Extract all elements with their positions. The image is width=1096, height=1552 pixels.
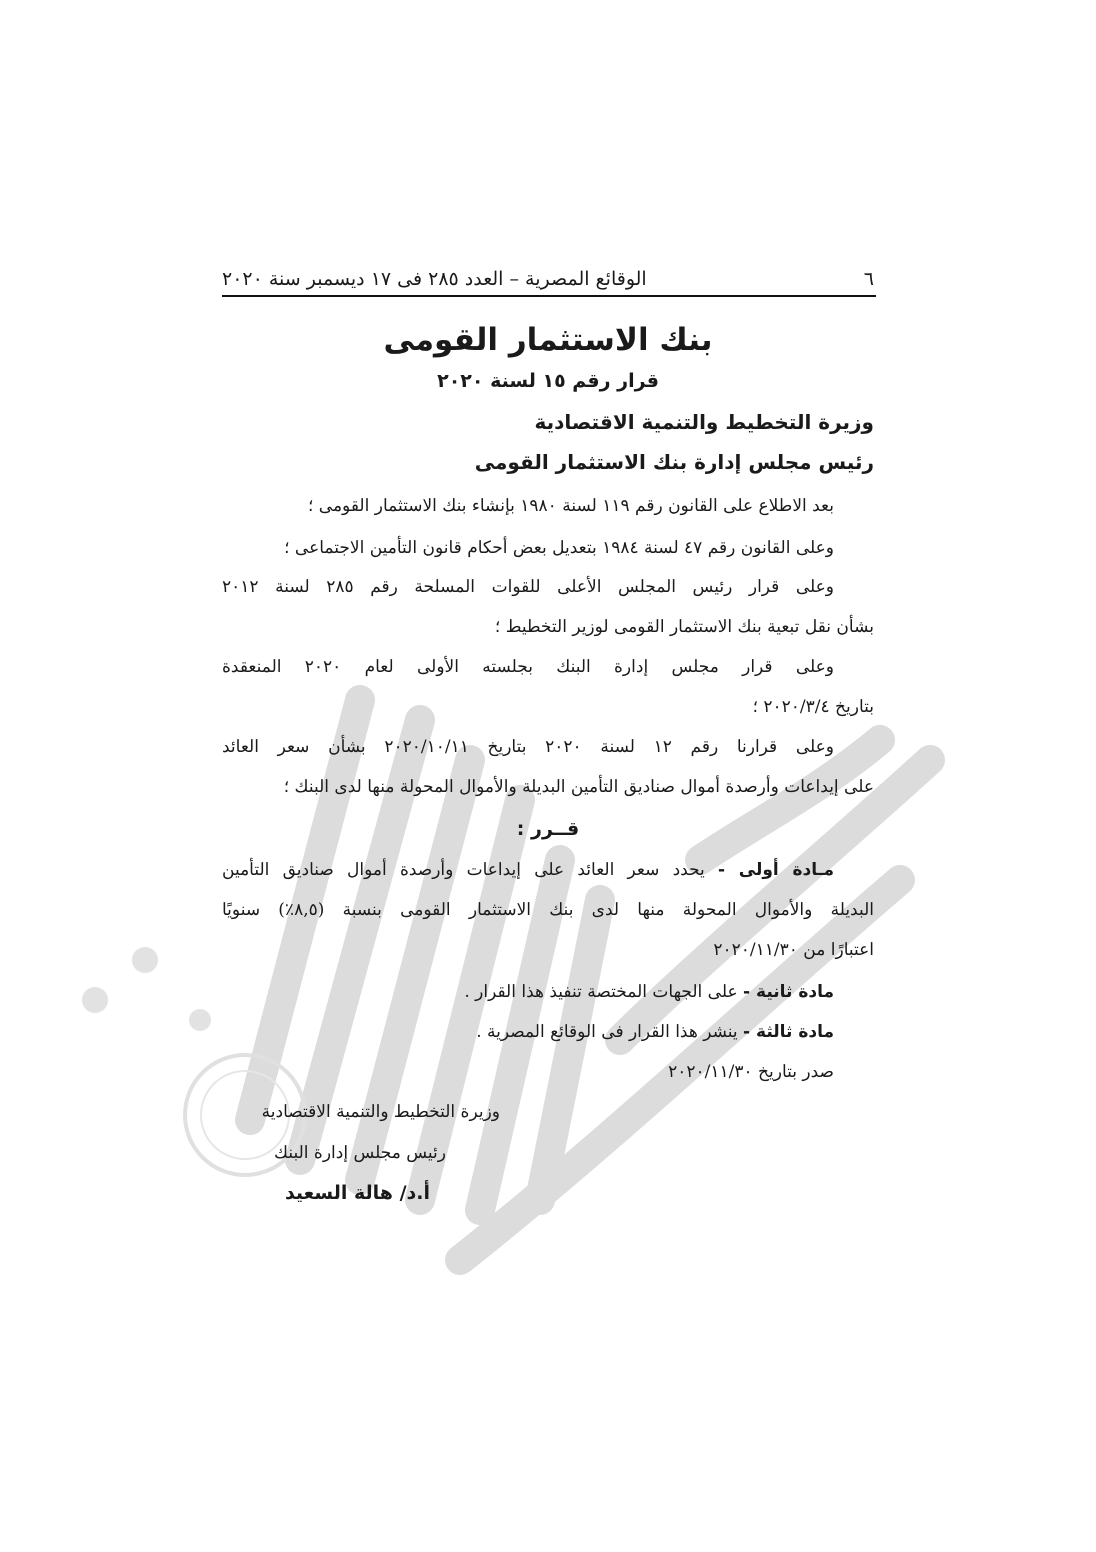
preamble-line: وعلى قرارنا رقم ١٢ لسنة ٢٠٢٠ بتاريخ ٢٠٢٠/١٠/١١ بشأن سعر العائد	[222, 737, 834, 757]
preamble-line: على إيداعات وأرصدة أموال صناديق التأمين البديلة والأموال المحولة منها لدى البنك ؛	[283, 777, 874, 797]
article-second-text: على الجهات المختصة تنفيذ هذا القرار .	[464, 982, 738, 1002]
running-title: الوقائع المصرية – العدد ٢٨٥ فى ١٧ ديسمبر سنة ٢٠٢٠	[222, 268, 647, 290]
preamble-line: بتاريخ ٢٠٢٠/٣/٤ ؛	[752, 697, 874, 717]
decided-heading: قــرر :	[516, 818, 580, 840]
article-first-line: البديلة والأموال المحولة منها لدى بنك الاستثمار القومى بنسبة (٨,٥٪) سنويًا	[222, 900, 875, 920]
running-header	[222, 256, 874, 290]
preamble-line: وعلى قرار رئيس المجلس الأعلى للقوات المسلحة رقم ٢٨٥ لسنة ٢٠١٢	[222, 577, 835, 597]
issued-date: صدر بتاريخ ٢٠٢٠/١١/٣٠	[668, 1062, 834, 1082]
preamble-line: وعلى قرار مجلس إدارة البنك بجلسته الأولى لعام ٢٠٢٠ المنعقدة	[222, 657, 834, 677]
issuer-ministry: وزيرة التخطيط والتنمية الاقتصادية	[534, 410, 874, 434]
article-second-label: مادة ثانية -	[743, 982, 834, 1002]
issuer-chairman: رئيس مجلس إدارة بنك الاستثمار القومى	[474, 450, 874, 474]
preamble-line: بشأن نقل تبعية بنك الاستثمار القومى لوزير التخطيط ؛	[494, 617, 874, 637]
article-third	[476, 1022, 834, 1042]
preamble-line: بعد الاطلاع على القانون رقم ١١٩ لسنة ١٩٨٠ بإنشاء بنك الاستثمار القومى ؛	[307, 496, 834, 516]
article-third-label: مادة ثالثة -	[743, 1022, 834, 1042]
document-title: بنك الاستثمار القومى	[383, 322, 713, 358]
decree-number: قرار رقم ١٥ لسنة ٢٠٢٠	[437, 370, 659, 392]
signature-name: أ.د/ هالة السعيد	[284, 1182, 430, 1204]
signature-chairman: رئيس مجلس إدارة البنك	[274, 1143, 446, 1163]
signature-ministry: وزيرة التخطيط والتنمية الاقتصادية	[261, 1102, 500, 1122]
preamble-line: وعلى القانون رقم ٤٧ لسنة ١٩٨٤ بتعديل بعض أحكام قانون التأمين الاجتماعى ؛	[284, 538, 834, 558]
article-first-text: يحدد سعر العائد على إيداعات وأرصدة أموال صناديق التأمين	[222, 860, 705, 880]
article-first-label: مـادة أولى -	[718, 860, 834, 880]
header-rule	[222, 295, 876, 297]
article-first-line: اعتبارًا من ٢٠٢٠/١١/٣٠	[713, 940, 874, 960]
article-second	[464, 982, 834, 1002]
article-first	[222, 860, 834, 880]
page-number: ٦	[863, 268, 874, 290]
article-third-text: ينشر هذا القرار فى الوقائع المصرية .	[476, 1022, 738, 1042]
